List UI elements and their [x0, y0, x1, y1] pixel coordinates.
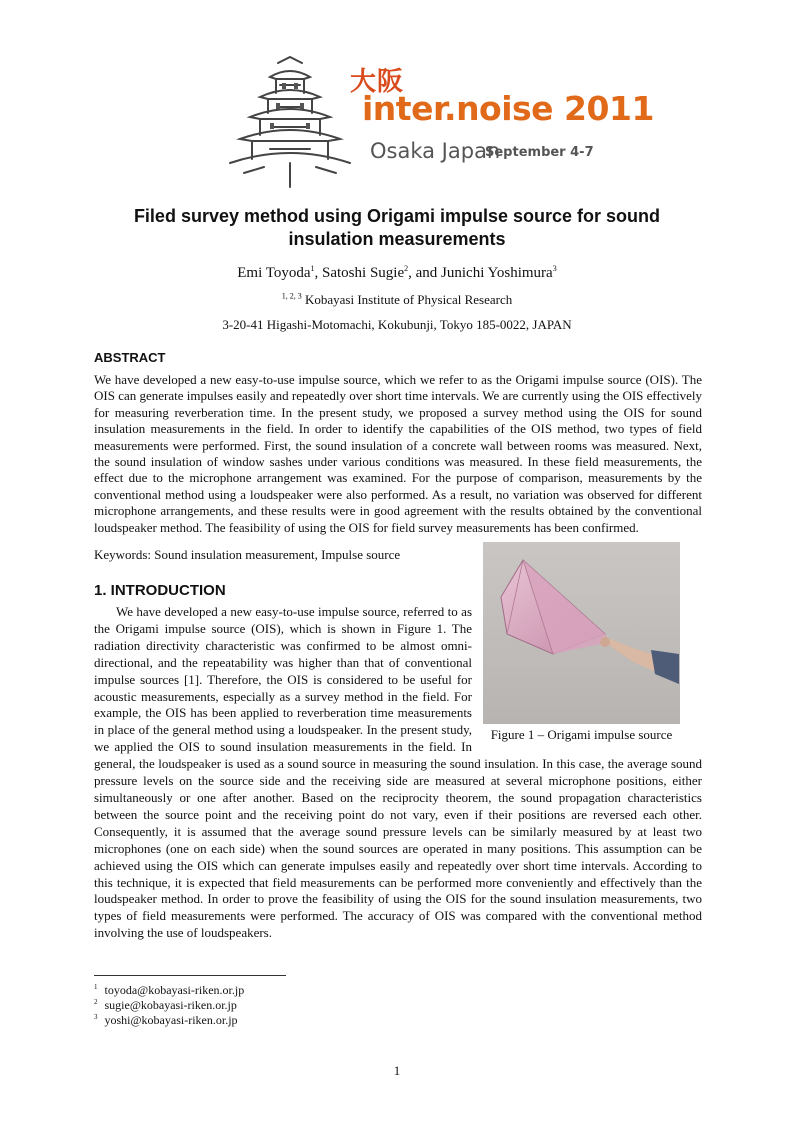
footnotes: [94, 983, 244, 1028]
author-mark: 2: [404, 264, 409, 273]
footnote-mark: 2: [94, 998, 98, 1006]
author-name: Satoshi Sugie: [322, 265, 405, 281]
footnote-mark: 3: [94, 1013, 98, 1021]
logo-event-name: inter.noise 2011: [362, 89, 654, 128]
footnote-email: toyoda@kobayasi-riken.or.jp: [104, 983, 245, 997]
footnote-item: [94, 983, 244, 998]
author-mark: 1: [310, 264, 315, 273]
logo-dates: September 4-7: [485, 145, 594, 160]
author-name: Junichi Yoshimura: [441, 265, 553, 281]
logo-city: Osaka Japan: [370, 139, 501, 163]
figure-caption: Figure 1 – Origami impulse source: [490, 727, 673, 742]
affiliation: [95, 292, 699, 308]
intro-text: We have developed a new easy-to-use impulse source, referred to as the Origami impulse source (OIS), which is shown in Figure 1. The radiation directivity characteristic was confirmed to be almost omni-directional, and the repeatability was higher than that of conventional impulse sources [1]. Therefore, the OIS is considered to be useful for acoustic measurements, especially as a survey method in the field. For example, the OIS has been applied to reverberation time measurements in place of the general method using a loudspeaker. In the present study, we applied the OIS to sound insulation measurements in the field. In general, the loudspeaker is used as a sound source in measuring the sound insulation. In this case, the average sound pressure levels on the source side and the receiving side are measured at several microphone positions, either simultaneously or one after another. Based on the reciprocity theorem, the sound propagation characteristics between the source point and the receiving point do not vary, even if their positions are reversed each other. Consequently, it is assumed that the average sound pressure levels can be similarly measured by at least two microphones (one on each side) when the sound sources are operated in many positions. This assumption can be achieved using the OIS which can generate impulses easily and repeatedly over short time intervals. According to this technique, it is expected that field measurements can be performed more conveniently and effectively than the loudspeaker method. In order to prove the feasibility of using the OIS for the sound insulation measurements, two types of field measurements were performed. The accuracy of OIS was compared with the conventional method involving the use of loudspeakers.: [94, 604, 702, 941]
abstract-heading: ABSTRACT: [94, 350, 166, 365]
conference-logo: [220, 55, 654, 190]
author-list: Emi Toyoda$^1$, Satoshi Sugie$^2$, and Junichi Yoshimura$^3$: [237, 264, 557, 281]
page-number: 1: [393, 1063, 401, 1078]
paper-title: Filed survey method using Origami impulse source for sound insulation measurements: [133, 206, 661, 249]
footnote-divider: [94, 975, 286, 976]
address: 3-20-41 Higashi-Motomachi, Kokubunji, Tokyo 185-0022, JAPAN: [222, 317, 572, 332]
osaka-castle-icon: [220, 55, 360, 190]
affiliation-name: Kobayasi Institute of Physical Research: [305, 292, 513, 307]
logo-kanji: 大阪: [350, 67, 405, 97]
footnote-mark: 1: [94, 983, 98, 991]
origami-impulse-source-photo: [483, 542, 680, 724]
footnote-item: [94, 998, 244, 1013]
footnote-email: sugie@kobayasi-riken.or.jp: [104, 998, 237, 1012]
footnote-item: [94, 1013, 244, 1028]
abstract-text: We have developed a new easy-to-use impulse source, which we refer to as the Origami impulse source (OIS). The OIS can generate impulses easily and repeatedly over short time intervals. We are currently using the OIS effectively for measuring reverberation time. In the present study, we proposed a survey method using the OIS for sound insulation measurements in the field. In order to identify the capabilities of the OIS method, two types of field measurements were performed. First, the sound insulation of a concrete wall between rooms was measured. Next, the sound insulation of window sashes under various conditions was measured. In these field measurements, the effect due to the microphone arrangement was examined. For the purpose of comparison, measurements by the conventional method using a loudspeaker were also performed. As a result, no variation was observed for different microphone arrangements, and these results were in good agreement with the results obtained by the conventional loudspeaker method. The feasibility of using the OIS for field survey measurements has been confirmed.: [94, 372, 702, 535]
author-mark: 3: [552, 264, 557, 273]
keywords: Keywords: Sound insulation measurement, Impulse source: [94, 547, 401, 562]
affiliation-marks: 1, 2, 3: [281, 291, 302, 301]
author-name: Emi Toyoda: [237, 265, 311, 281]
intro-heading: 1. INTRODUCTION: [94, 582, 226, 599]
footnote-email: yoshi@kobayasi-riken.or.jp: [104, 1013, 238, 1027]
